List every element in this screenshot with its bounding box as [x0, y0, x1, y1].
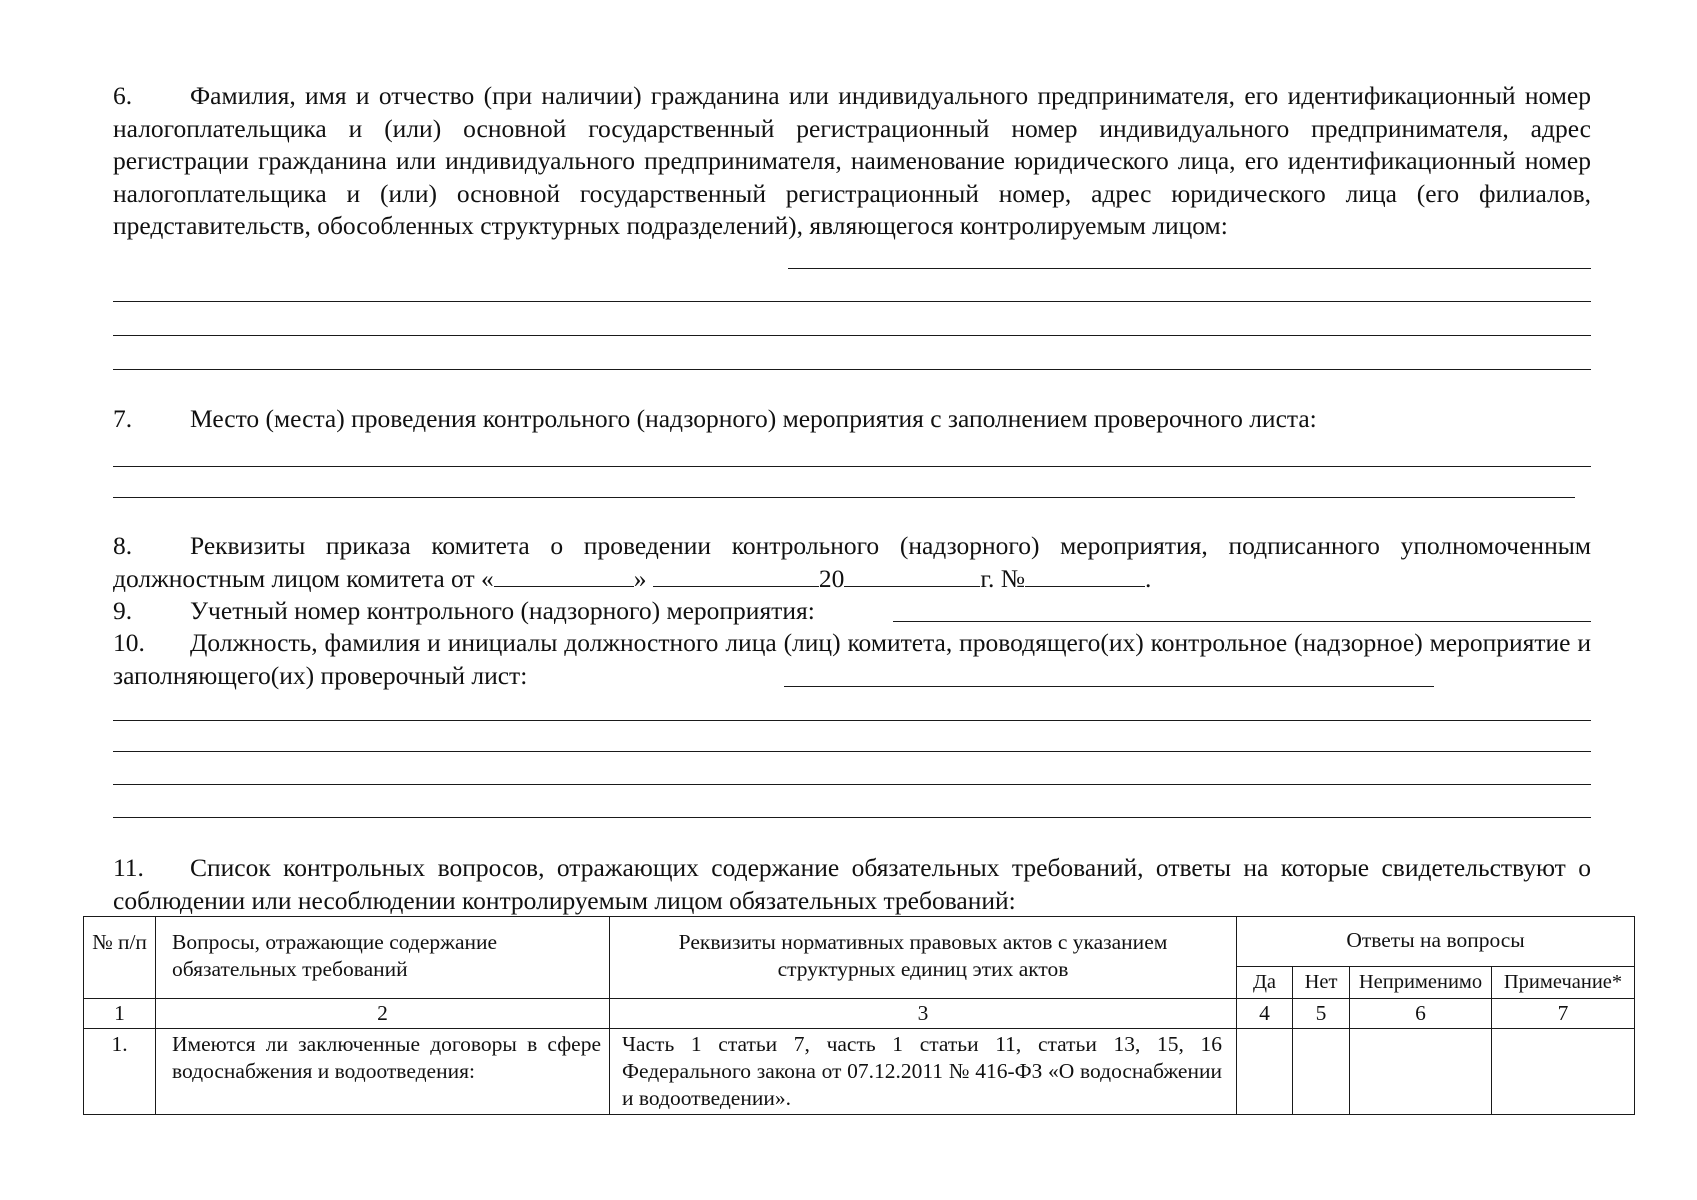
header-yes: Да: [1237, 967, 1293, 999]
section-11-text: Список контрольных вопросов, отражающих содержание обязательных требований, ответы на которые свидетельствуют о соблюдении или несоблюдении контролируемым лицом обязательных требований:: [113, 853, 1591, 915]
row-acts: Часть 1 статьи 7, часть 1 статьи 11, статьи 13, 15, 16 Федерального закона от 07.12.2011 № 416-ФЗ «О водоснабжении и водоотведении».: [610, 1029, 1237, 1115]
column-number-6: 6: [1350, 999, 1492, 1029]
section-9-number: 9.: [113, 596, 133, 625]
row-number: 1.: [84, 1029, 156, 1115]
column-number-4: 4: [1237, 999, 1293, 1029]
section-10-number: 10.: [113, 628, 145, 657]
section-11: [113, 852, 1591, 917]
section-10: [113, 627, 1591, 692]
section-7-text: Место (места) проведения контрольного (надзорного) мероприятия с заполнением проверочного листа:: [190, 404, 1317, 433]
section-6-number: 6.: [113, 81, 133, 110]
section-10-fill-line-2[interactable]: [113, 751, 1591, 752]
section-6-fill-line-3[interactable]: [113, 369, 1591, 370]
table-header-row: [84, 917, 1635, 967]
header-not-applicable: Неприменимо: [1350, 967, 1492, 999]
section-6-answer-line[interactable]: [788, 268, 1591, 269]
section-9-text: Учетный номер контрольного (надзорного) мероприятия:: [190, 596, 815, 625]
section-10-text: Должность, фамилия и инициалы должностного лица (лиц) комитета, проводящего(их) контрольное (надзорное) мероприятие и заполняющего(их) проверочный лист:: [113, 628, 1591, 690]
section-8-quote-close: »: [633, 563, 647, 593]
header-number: № п/п: [84, 917, 156, 999]
section-8: [113, 530, 1591, 595]
section-10-fill-line-4[interactable]: [113, 817, 1591, 818]
row-answer-no[interactable]: [1293, 1029, 1350, 1115]
column-number-7: 7: [1492, 999, 1635, 1029]
section-11-number: 11.: [113, 853, 144, 882]
section-6-text: Фамилия, имя и отчество (при наличии) гражданина или индивидуального предпринимателя, его идентификационный номер налогоплательщика и (или) основной государственный регистрационный номер индивидуального предпринимателя, адрес регистрации гражданина или индивидуального предпринимателя, наименование юридического лица, его идентификационный номер налогоплательщика и (или) основной государственный регистрационный номер, адрес юридического лица (его филиалов, представительств, обособленных структурных подразделений), являющегося контролируемым лицом:: [113, 81, 1591, 240]
section-10-fill-line-1[interactable]: [113, 720, 1591, 721]
row-answer-note[interactable]: [1492, 1029, 1635, 1115]
checklist-table: [83, 916, 1635, 1115]
header-questions: Вопросы, отражающие содержание обязательных требований: [156, 917, 610, 999]
section-10-fill-line-3[interactable]: [113, 784, 1591, 785]
row-answer-not-applicable[interactable]: [1350, 1029, 1492, 1115]
order-number-field[interactable]: [1025, 585, 1145, 587]
section-6-fill-line-2[interactable]: [113, 335, 1591, 336]
table-row: [84, 1029, 1635, 1115]
section-7-fill-line-1[interactable]: [113, 466, 1591, 467]
column-number-3: 3: [610, 999, 1237, 1029]
order-month-field[interactable]: [653, 585, 819, 587]
section-8-year-suffix: г. №: [980, 563, 1026, 593]
header-answers: Ответы на вопросы: [1237, 917, 1635, 967]
section-8-number: 8.: [113, 531, 133, 560]
section-9: [113, 595, 1591, 628]
header-no: Нет: [1293, 967, 1350, 999]
section-9-answer-line[interactable]: [893, 621, 1591, 622]
section-8-text: Реквизиты приказа комитета о проведении контрольного (надзорного) мероприятия, подписанного уполномоченным должностным лицом комитета от «: [113, 531, 1591, 593]
section-8-year-prefix: 20: [818, 563, 845, 593]
section-7-fill-line-2[interactable]: [113, 497, 1575, 498]
section-6: [113, 80, 1591, 243]
header-acts: Реквизиты нормативных правовых актов с указанием структурных единиц этих актов: [610, 917, 1237, 999]
order-day-field[interactable]: [494, 585, 634, 587]
column-number-5: 5: [1293, 999, 1350, 1029]
order-year-field[interactable]: [844, 585, 980, 587]
row-answer-yes[interactable]: [1237, 1029, 1293, 1115]
section-6-fill-line-1[interactable]: [113, 301, 1591, 302]
header-note: Примечание*: [1492, 967, 1635, 999]
section-8-end: .: [1145, 563, 1152, 593]
row-question: Имеются ли заключенные договоры в сфере водоснабжения и водоотведения:: [156, 1029, 610, 1115]
section-7-number: 7.: [113, 404, 133, 433]
column-number-2: 2: [156, 999, 610, 1029]
section-7: [113, 403, 1591, 436]
section-10-answer-line[interactable]: [784, 686, 1434, 687]
column-number-1: 1: [84, 999, 156, 1029]
column-number-row: [84, 999, 1635, 1029]
